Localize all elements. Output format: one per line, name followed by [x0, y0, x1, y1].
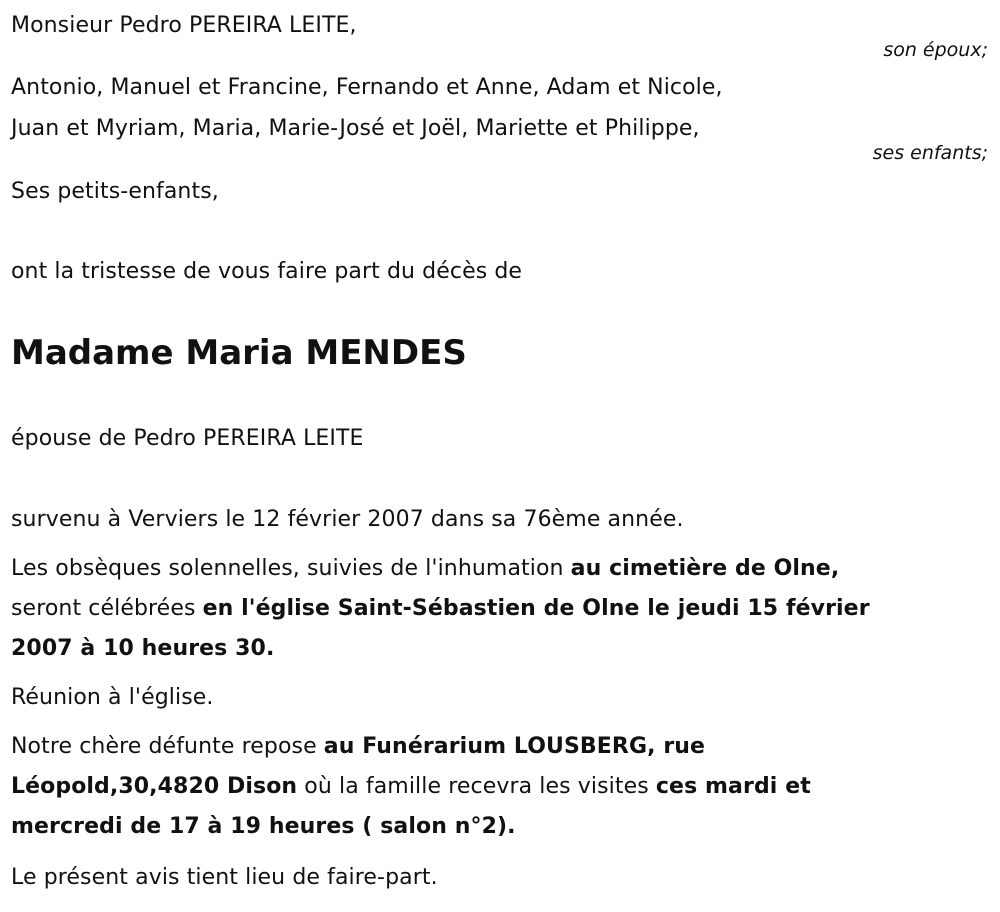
spouse-line: épouse de Pedro PEREIRA LEITE [11, 426, 364, 451]
visitation-line-3 [11, 813, 516, 841]
funeral-line-3 [11, 635, 274, 663]
grandchildren-line: Ses petits-enfants, [11, 179, 219, 204]
children-line-2: Juan et Myriam, Maria, Marie-José et Joël, Mariette et Philippe, [11, 116, 700, 141]
funeral-time: 2007 à 10 heures 30. [11, 636, 275, 661]
cemetery-location: au cimetière de Olne, [570, 556, 840, 581]
children-line-1: Antonio, Manuel et Francine, Fernando et Anne, Adam et Nicole, [11, 75, 723, 100]
husband-line: Monsieur Pedro PEREIRA LEITE, [11, 13, 357, 38]
closing-line: Le présent avis tient lieu de faire-part. [11, 865, 438, 890]
husband-role: son époux; [883, 39, 988, 61]
church-location: en l'église Saint-Sébastien de Olne le jeudi 15 février [202, 596, 870, 621]
funerarium-name: au Funérarium LOUSBERG, rue [323, 734, 706, 759]
funerarium-address: Léopold,30,4820 Dison [11, 774, 298, 799]
funeral-text: Les obsèques solennelles, suivies de l'inhumation [11, 556, 571, 581]
visitation-days: ces mardi et [655, 774, 811, 799]
funeral-line-1 [11, 555, 839, 583]
visitation-hours: mercredi de 17 à 19 heures ( salon n°2). [11, 814, 516, 839]
visitation-line-2 [11, 773, 811, 801]
death-line: survenu à Verviers le 12 février 2007 dans sa 76ème année. [11, 507, 684, 532]
deceased-name: Madame Maria MENDES [11, 333, 467, 373]
children-role: ses enfants; [872, 142, 988, 164]
funeral-line-2 [11, 595, 870, 623]
reunion-line: Réunion à l'église. [11, 685, 214, 710]
visitation-line-1 [11, 733, 705, 761]
visitation-text: où la famille recevra les visites [297, 774, 656, 799]
visitation-text: Notre chère défunte repose [11, 734, 324, 759]
funeral-text: seront célébrées [11, 596, 203, 621]
intro-line: ont la tristesse de vous faire part du décès de [11, 259, 523, 284]
